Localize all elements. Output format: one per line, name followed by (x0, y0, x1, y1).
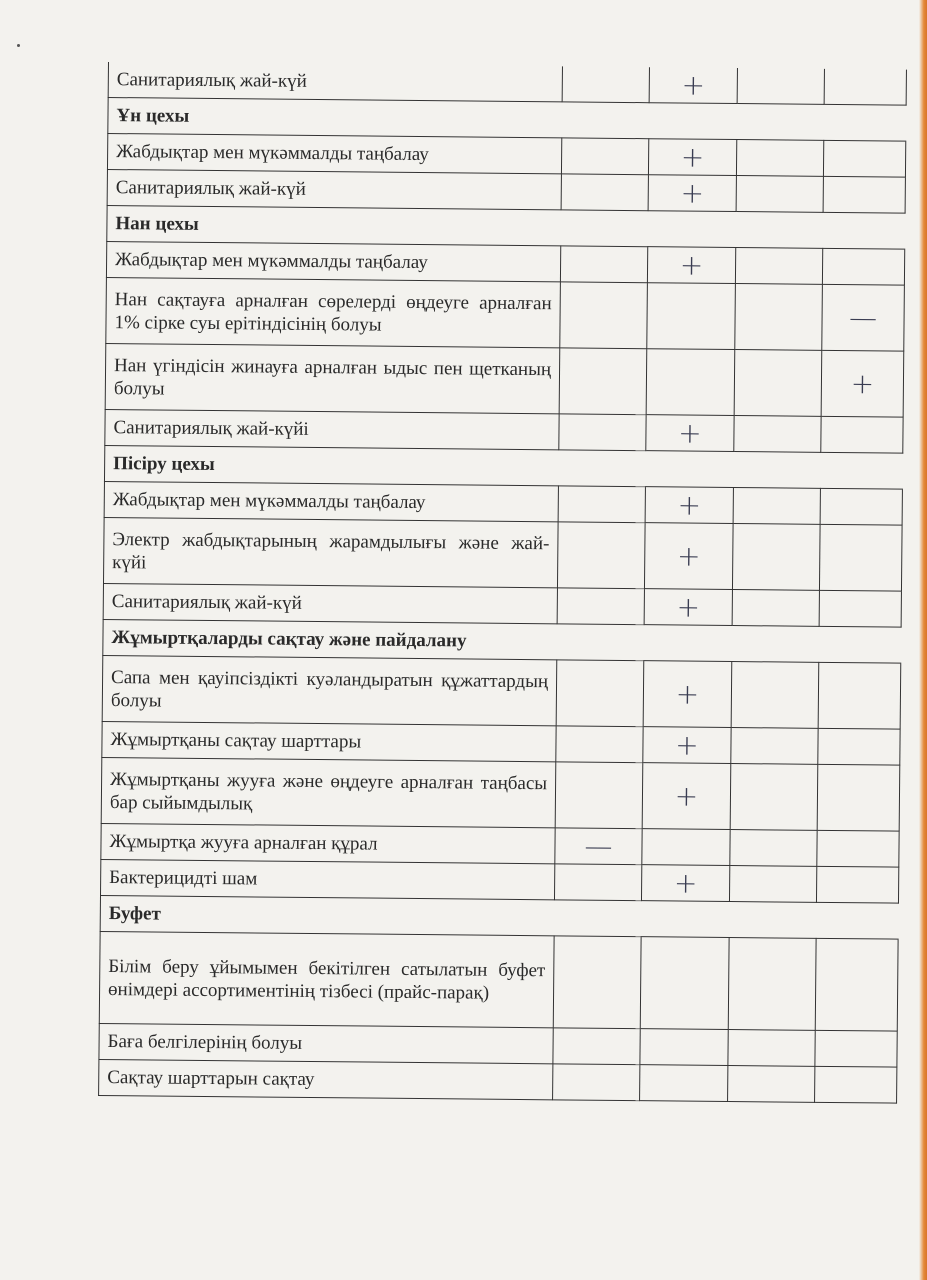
mark-cell: + (643, 727, 731, 764)
mark-cell: + (644, 589, 732, 626)
mark-cell (732, 590, 819, 627)
mark-cell (736, 176, 823, 213)
mark-cell (561, 174, 648, 211)
mark-cell (728, 1029, 815, 1066)
row-label: Санитариялық жай-күйі (105, 409, 559, 449)
row-label: Санитариялық жай-күй (108, 62, 562, 102)
mark-cell: + (648, 175, 736, 212)
row-label: Нан сақтауға арналған сөрелерді өңдеуге арналған 1% сірке суы ерітіндісінің болуы (106, 277, 561, 347)
mark-cell (817, 764, 900, 831)
row-label: Нан үгіндісін жинауға арналған ыдыс пен щетканың болуы (105, 343, 560, 413)
section-title: Нан цехы (107, 205, 905, 249)
table-row (101, 757, 900, 831)
mark-cell (729, 866, 816, 903)
row-label: Жұмыртқаны жууға және өңдеуге арналған таңбасы бар сыйымдылық (101, 757, 556, 827)
mark-cell (816, 866, 898, 903)
mark-cell (733, 488, 820, 525)
mark-cell (557, 522, 645, 589)
row-label: Жұмыртқаны сақтау шарттары (102, 721, 556, 761)
mark-cell (730, 830, 817, 867)
mark-cell (815, 1066, 897, 1103)
mark-cell (560, 282, 648, 349)
mark-cell (815, 938, 898, 1031)
row-label: Жабдықтар мен мүкәммалды таңбалау (104, 481, 558, 521)
mark-cell: + (649, 67, 737, 103)
row-label: Жабдықтар мен мүкәммалды таңбалау (107, 134, 561, 174)
row-label: Жұмыртқа жууға арналған құрал (101, 823, 555, 863)
mark-cell (728, 938, 816, 1031)
mark-cell: + (644, 523, 733, 590)
mark-cell (817, 830, 899, 867)
section-title: Пісіру цехы (104, 445, 902, 489)
section-title: Буфет (100, 895, 898, 939)
row-label: Баға белгілерінің болуы (99, 1023, 553, 1063)
mark-cell (821, 416, 903, 453)
mark-cell (557, 588, 644, 625)
row-label: Білім беру ұйымымен бекітілген сатылатын буфет өнімдері ассортиментінің тізбесі (прайс-парақ) (99, 931, 554, 1027)
mark-cell (737, 68, 824, 104)
mark-cell (819, 524, 902, 591)
mark-cell (559, 414, 646, 451)
table-row (102, 655, 901, 729)
row-label: Санитариялық жай-күй (103, 583, 557, 623)
mark-cell (824, 69, 906, 105)
mark-cell (561, 138, 648, 175)
table-row (106, 277, 905, 351)
mark-cell (554, 864, 641, 901)
mark-cell: + (643, 661, 732, 728)
mark-cell (640, 1065, 728, 1102)
row-label: Санитариялық жай-күй (107, 169, 561, 209)
mark-cell (818, 728, 900, 765)
mark-cell (646, 349, 735, 416)
table-row (99, 931, 898, 1031)
mark-cell (553, 1028, 640, 1065)
mark-cell (736, 140, 823, 177)
mark-cell (815, 1030, 897, 1067)
mark-cell (640, 1029, 728, 1066)
mark-cell (734, 416, 821, 453)
mark-cell (819, 590, 901, 627)
mark-cell (818, 662, 901, 729)
mark-cell (562, 66, 649, 102)
mark-cell (640, 937, 729, 1030)
section-title: Жұмыртқаларды сақтау және пайдалану (103, 619, 901, 663)
row-label: Бактерицидті шам (100, 859, 554, 899)
mark-cell (734, 350, 822, 417)
mark-cell (730, 764, 818, 831)
table-row (105, 343, 904, 417)
section-title: Ұн цехы (108, 98, 906, 142)
mark-cell: + (645, 487, 733, 524)
mark-cell (823, 140, 905, 177)
mark-cell (556, 660, 644, 727)
mark-cell (735, 284, 823, 351)
mark-cell (728, 1065, 815, 1102)
mark-cell: + (821, 350, 904, 417)
mark-cell: + (641, 865, 729, 902)
table-row (103, 517, 902, 591)
mark-cell: — (822, 284, 905, 351)
row-label: Электр жабдықтарының жарамдылығы және жай-күйі (103, 517, 558, 587)
mark-cell (558, 486, 645, 523)
row-label: Сақтау шарттарын сақтау (99, 1059, 553, 1099)
mark-cell: + (642, 763, 731, 830)
mark-cell: + (647, 247, 735, 284)
mark-cell (822, 248, 904, 285)
mark-cell (559, 348, 647, 415)
mark-cell (553, 1064, 640, 1101)
mark-cell (823, 176, 905, 213)
mark-cell (731, 728, 818, 765)
mark-cell (560, 246, 647, 283)
mark-cell (735, 248, 822, 285)
paper-speck (17, 44, 20, 47)
mark-cell (642, 829, 730, 866)
table-row (99, 1059, 897, 1103)
mark-cell: + (648, 139, 736, 176)
mark-cell (647, 283, 736, 350)
page-edge (919, 0, 927, 1280)
checklist-table (98, 62, 907, 1104)
row-label: Сапа мен қауіпсіздікті куәландыратын құжаттардың болуы (102, 655, 557, 725)
mark-cell (820, 488, 902, 525)
mark-cell (555, 762, 643, 829)
mark-cell (553, 936, 641, 1029)
mark-cell: — (555, 828, 642, 865)
mark-cell: + (646, 415, 734, 452)
mark-cell (731, 662, 819, 729)
mark-cell (556, 726, 643, 763)
mark-cell (732, 524, 820, 591)
row-label: Жабдықтар мен мүкәммалды таңбалау (106, 241, 560, 281)
